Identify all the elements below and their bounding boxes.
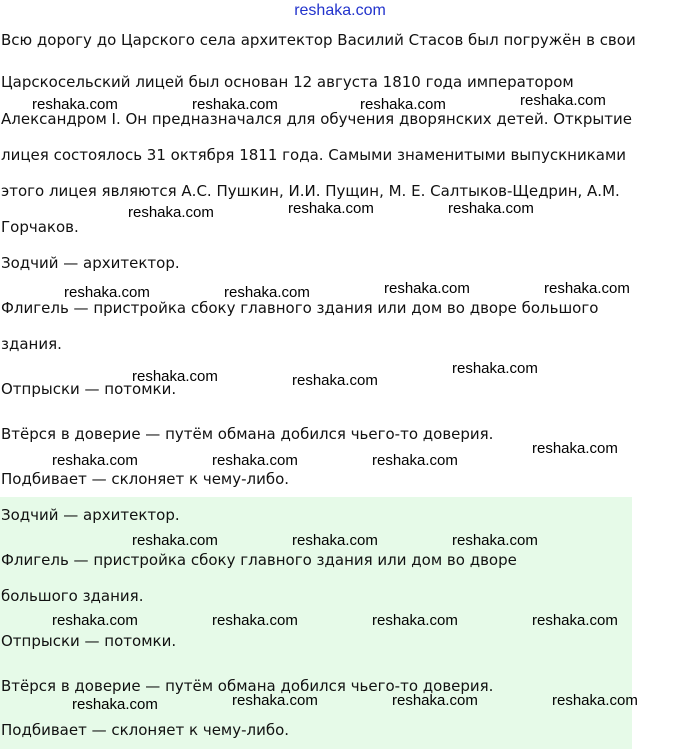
watermark: reshaka.com bbox=[292, 372, 378, 389]
watermark: reshaka.com bbox=[360, 96, 446, 113]
watermark: reshaka.com bbox=[232, 692, 318, 709]
watermark: reshaka.com bbox=[128, 204, 214, 221]
watermark: reshaka.com bbox=[292, 532, 378, 549]
site-link[interactable]: reshaka.com bbox=[294, 2, 386, 19]
watermark: reshaka.com bbox=[52, 452, 138, 469]
watermark: reshaka.com bbox=[132, 532, 218, 549]
watermark: reshaka.com bbox=[64, 284, 150, 301]
highlighted-line: Отпрыски — потомки. bbox=[1, 632, 177, 650]
watermark: reshaka.com bbox=[552, 692, 638, 709]
highlighted-line: большого здания. bbox=[1, 587, 144, 605]
text-line: Флигель — пристройка сбоку главного здания или дом во дворе большого bbox=[1, 299, 599, 317]
watermark: reshaka.com bbox=[192, 96, 278, 113]
watermark: reshaka.com bbox=[52, 612, 138, 629]
watermark: reshaka.com bbox=[224, 284, 310, 301]
watermark: reshaka.com bbox=[32, 96, 118, 113]
watermark: reshaka.com bbox=[132, 368, 218, 385]
watermark: reshaka.com bbox=[372, 612, 458, 629]
text-line: Втёрся в доверие — путём обмана добился чьего-то доверия. bbox=[1, 425, 494, 443]
highlighted-line: Флигель — пристройка сбоку главного здания или дом во дворе bbox=[1, 551, 517, 569]
watermark: reshaka.com bbox=[532, 612, 618, 629]
text-line: Всю дорогу до Царского села архитектор Василий Стасов был погружён в свои bbox=[1, 31, 636, 49]
text-line: здания. bbox=[1, 335, 62, 353]
text-line: лицея состоялось 31 октября 1811 года. Самыми знаменитыми выпускниками bbox=[1, 146, 627, 164]
watermark: reshaka.com bbox=[532, 440, 618, 457]
watermark: reshaka.com bbox=[544, 280, 630, 297]
highlighted-line: Подбивает — склоняет к чему-либо. bbox=[1, 721, 290, 739]
watermark: reshaka.com bbox=[384, 280, 470, 297]
text-line: Александром I. Он предназначался для обучения дворянских детей. Открытие bbox=[1, 110, 632, 128]
text-line: этого лицея являются А.С. Пушкин, И.И. Пущин, М. Е. Салтыков-Щедрин, А.М. bbox=[1, 182, 620, 200]
watermark: reshaka.com bbox=[212, 612, 298, 629]
watermark: reshaka.com bbox=[212, 452, 298, 469]
watermark: reshaka.com bbox=[448, 200, 534, 217]
text-line: Подбивает — склоняет к чему-либо. bbox=[1, 470, 290, 488]
watermark: reshaka.com bbox=[72, 696, 158, 713]
watermark: reshaka.com bbox=[452, 360, 538, 377]
text-line: Отпрыски — потомки. bbox=[1, 380, 177, 398]
watermark: reshaka.com bbox=[288, 200, 374, 217]
highlighted-line: Втёрся в доверие — путём обмана добился чьего-то доверия. bbox=[1, 677, 494, 695]
text-line: Зодчий — архитектор. bbox=[1, 254, 180, 272]
watermark: reshaka.com bbox=[372, 452, 458, 469]
text-line: Царскосельский лицей был основан 12 августа 1810 года императором bbox=[1, 73, 574, 91]
watermark: reshaka.com bbox=[392, 692, 478, 709]
watermark: reshaka.com bbox=[520, 92, 606, 109]
watermark: reshaka.com bbox=[452, 532, 538, 549]
text-line: Горчаков. bbox=[1, 218, 79, 236]
highlighted-line: Зодчий — архитектор. bbox=[1, 506, 180, 524]
